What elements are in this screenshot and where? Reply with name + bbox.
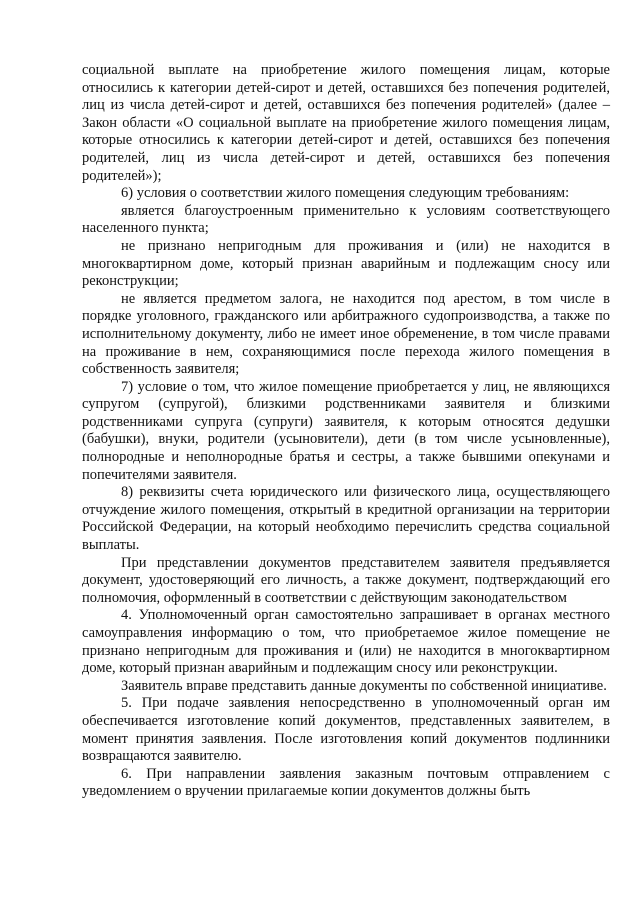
paragraph-requirement-3: не является предметом залога, не находится под арестом, в том числе в порядке уголовного, гражданского или арбитражного судопроизводства, а также по исполнительному документу, либо не имеет иное обременение, в том числе правами на проживание в нем, сохраняющимися после перехода жилого помещения в собственность заявителя; [82, 290, 610, 378]
paragraph-requirement-2: не признано непригодным для проживания и (или) не находится в многоквартирном доме, который признан аварийным и подлежащим сносу или реконструкции; [82, 237, 610, 290]
document-page [82, 62, 610, 801]
paragraph-clause-5: 5. При подаче заявления непосредственно в уполномоченный орган им обеспечивается изготовление копий документов, представленных заявителем, в момент принятия заявления. После изготовления копий документов подлинники возвращаются заявителю. [82, 695, 610, 765]
paragraph-own-initiative: Заявитель вправе представить данные документы по собственной инициативе. [121, 677, 607, 694]
paragraph-representative: При представлении документов представителем заявителя предъявляется документ, удостоверяющий его личность, а также документ, подтверждающий его полномочия, оформленный в соответствии с действующим законодательством [82, 554, 610, 606]
paragraph-item-8: 8) реквизиты счета юридического или физического лица, осуществляющего отчуждение жилого помещения, открытый в кредитной организации на территории Российской Федерации, на который необходимо перечислить средства социальной выплаты. [82, 484, 610, 554]
paragraph-clause-4: 4. Уполномоченный орган самостоятельно запрашивает в органах местного самоуправления информацию о том, что приобретаемое жилое помещение не признано непригодным для проживания и (или) не находится в многоквартирном доме, который признан аварийным и подлежащим сносу или реконструкции. [82, 607, 610, 677]
paragraph-item-6: 6) условия о соответствии жилого помещения следующим требованиям: [121, 185, 570, 202]
paragraph-clause-6: 6. При направлении заявления заказным почтовым отправлением с уведомлением о вручении прилагаемые копии документов должны быть [82, 765, 610, 800]
paragraph-item-7: 7) условие о том, что жилое помещение приобретается у лиц, не являющихся супругом (супругой), близкими родственниками заявителя и близкими родственниками супруга (супруги) заявителя, к которым относятся дедушки (бабушки), внуки, родители (усыновители), дети (в том числе усыновленные), полнородные и неполнородные братья и сестры, а также бывшими опекунами и попечителями заявителя. [82, 378, 610, 483]
paragraph-requirement-1: является благоустроенным применительно к условиям соответствующего населенного пункта; [82, 202, 610, 237]
paragraph-continuation: социальной выплате на приобретение жилого помещения лицам, которые относились к категории детей-сирот и детей, оставшихся без попечения родителей, лиц из числа детей-сирот и детей, оставшихся без попечения родителей» (далее – Закон области «О социальной выплате на приобретение жилого помещения лицам, которые относились к категории детей-сирот и детей, оставшихся без попечения родителей, лиц из числа детей-сирот и детей, оставшихся без попечения родителей»); [82, 62, 610, 184]
